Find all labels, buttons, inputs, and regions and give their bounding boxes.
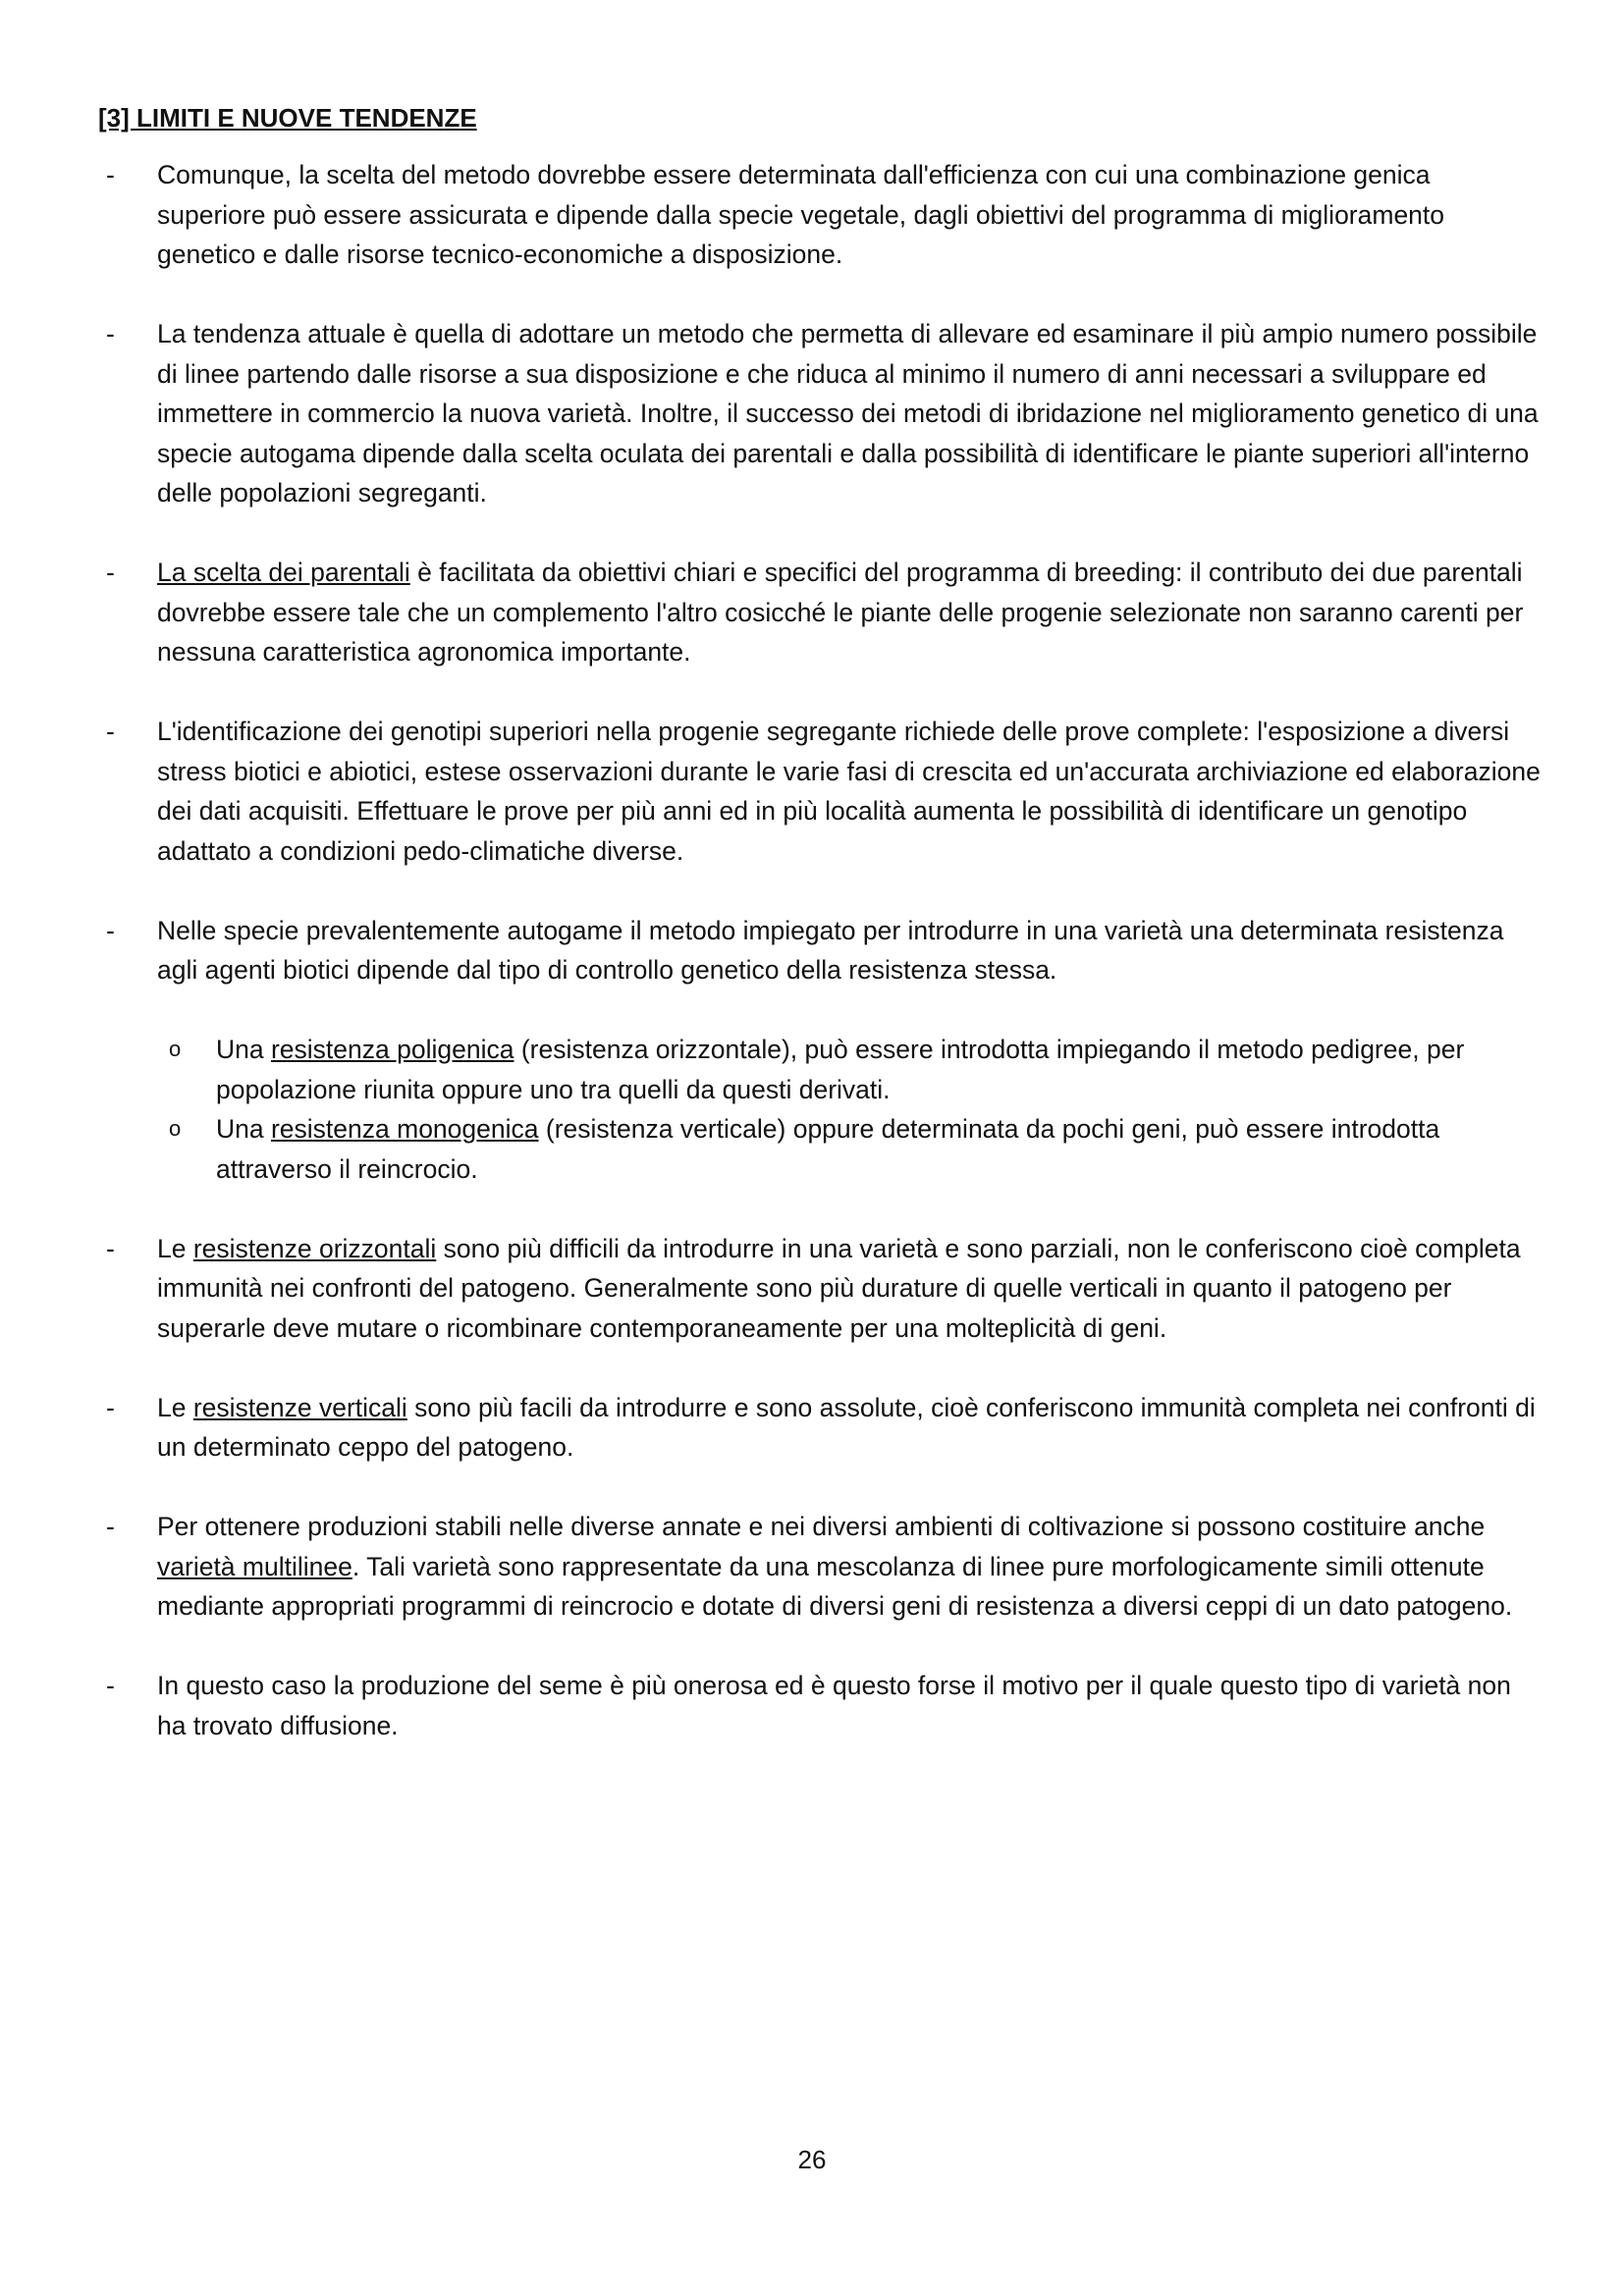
sub-list-item (157, 1109, 1542, 1189)
item-underlined: resistenze verticali (192, 1392, 407, 1422)
subitem-underlined: resistenza poligenica (270, 1035, 514, 1064)
item-text: è facilitata da obiettivi chiari e specifici del programma di breeding: il contributo dei due parentali dovrebbe essere tale che un complemento l'altro cosicché le piante delle progenie selezionate non saranno carenti per nessuna caratteristica agronomica importante. (157, 558, 1524, 667)
sub-list-item (157, 1030, 1542, 1109)
item-text: In questo caso la produzione del seme è più onerosa ed è questo forse il motivo per il quale questo tipo di varietà non ha trovato diffusione. (157, 1671, 1511, 1740)
bullet-marker: o (169, 1037, 182, 1061)
dash-marker: - (106, 1512, 115, 1541)
dash-marker: - (106, 915, 115, 945)
dash-marker: - (106, 558, 115, 587)
item-underlined: varietà multilinee (157, 1551, 352, 1581)
item-text: sono più facili da introdurre e sono assolute, cioè conferiscono immunità completa nei confronti di un determinato ceppo del patogeno. (157, 1392, 1536, 1462)
list-item (98, 1388, 1542, 1468)
section-heading: [3] LIMITI E NUOVE TENDENZE (98, 103, 477, 133)
list-item (98, 1507, 1542, 1627)
dash-marker: - (106, 160, 115, 189)
dash-marker: - (106, 1671, 115, 1700)
content (98, 155, 1542, 1786)
item-underlined: La scelta dei parentali (157, 558, 410, 587)
list-item (98, 911, 1542, 990)
list-item (98, 155, 1542, 275)
list-item (98, 553, 1542, 672)
item-text: L'identificazione dei genotipi superiori nella progenie segregante richiede delle prove complete: l'esposizione a diversi stress biotici e abiotici, estese osservazioni durante le varie fasi di crescita ed un'accurata archiviazione ed elaborazione dei dati acquisiti. Effettuare le prove per più anni ed in più località aumenta le possibilità di identificare un genotipo adattato a condizioni pedo-climatiche diverse. (157, 717, 1541, 866)
bullet-marker: o (169, 1116, 182, 1141)
sub-list (98, 1030, 1542, 1189)
dash-marker: - (106, 1233, 115, 1263)
dash-marker: - (106, 717, 115, 746)
item-text: sono più difficili da introdurre in una varietà e sono parziali, non le conferiscono cioè completa immunità nei confronti del patogeno. Generalmente sono più durature di quelle verticali in quanto il patogeno per superarle deve mutare o ricombinare contemporaneamente per una molteplicità di geni. (157, 1233, 1521, 1343)
list-item (98, 712, 1542, 871)
item-underlined: resistenze orizzontali (192, 1233, 437, 1263)
list-item (98, 1666, 1542, 1745)
list-item (98, 1229, 1542, 1349)
dash-marker: - (106, 1392, 115, 1422)
item-text: La tendenza attuale è quella di adottare un metodo che permetta di allevare ed esaminare il più ampio numero possibile di linee partendo dalle risorse a sua disposizione e che riduca al minimo il numero di anni necessari a sviluppare ed immettere in commercio la nuova varietà. Inoltre, il successo dei metodi di ibridazione nel miglioramento genetico di una specie autogama dipende dalla scelta oculata dei parentali e dalla possibilità di identificare le piante superiori all'interno delle popolazioni segreganti. (157, 319, 1539, 507)
subitem-underlined: resistenza monogenica (270, 1114, 539, 1144)
item-text: . Tali varietà sono rappresentate da una mescolanza di linee pure morfologicamente simili ottenute mediante appropriati programmi di reincrocio e dotate di diversi geni di resistenza a diversi ceppi di un dato patogeno. (157, 1551, 1513, 1621)
item-pre: Le (157, 1392, 193, 1422)
subitem-pre: Una (216, 1114, 271, 1144)
list-item (98, 314, 1542, 513)
item-text: Nelle specie prevalentemente autogame il metodo impiegato per introdurre in una varietà una determinata resistenza agli agenti biotici dipende dal tipo di controllo genetico della resistenza stessa. (157, 915, 1504, 985)
subitem-pre: Una (216, 1035, 271, 1064)
subitem-text: (resistenza verticale) oppure determinata da pochi geni, può essere introdotta attraverso il reincrocio. (216, 1114, 1440, 1184)
dash-marker: - (106, 319, 115, 348)
item-text: Comunque, la scelta del metodo dovrebbe essere determinata dall'efficienza con cui una combinazione genica superiore può essere assicurata e dipende dalla specie vegetale, dagli obiettivi del programma di miglioramento genetico e dalle risorse tecnico-economiche a disposizione. (157, 160, 1445, 269)
item-pre: Le (157, 1233, 193, 1263)
item-pre: Per ottenere produzioni stabili nelle diverse annate e nei diversi ambienti di coltivazione si possono costituire anche (157, 1512, 1486, 1541)
subitem-text: (resistenza orizzontale), può essere introdotta impiegando il metodo pedigree, per popolazione riunita oppure uno tra quelli da questi derivati. (216, 1035, 1465, 1104)
page-number: 26 (797, 2145, 827, 2174)
